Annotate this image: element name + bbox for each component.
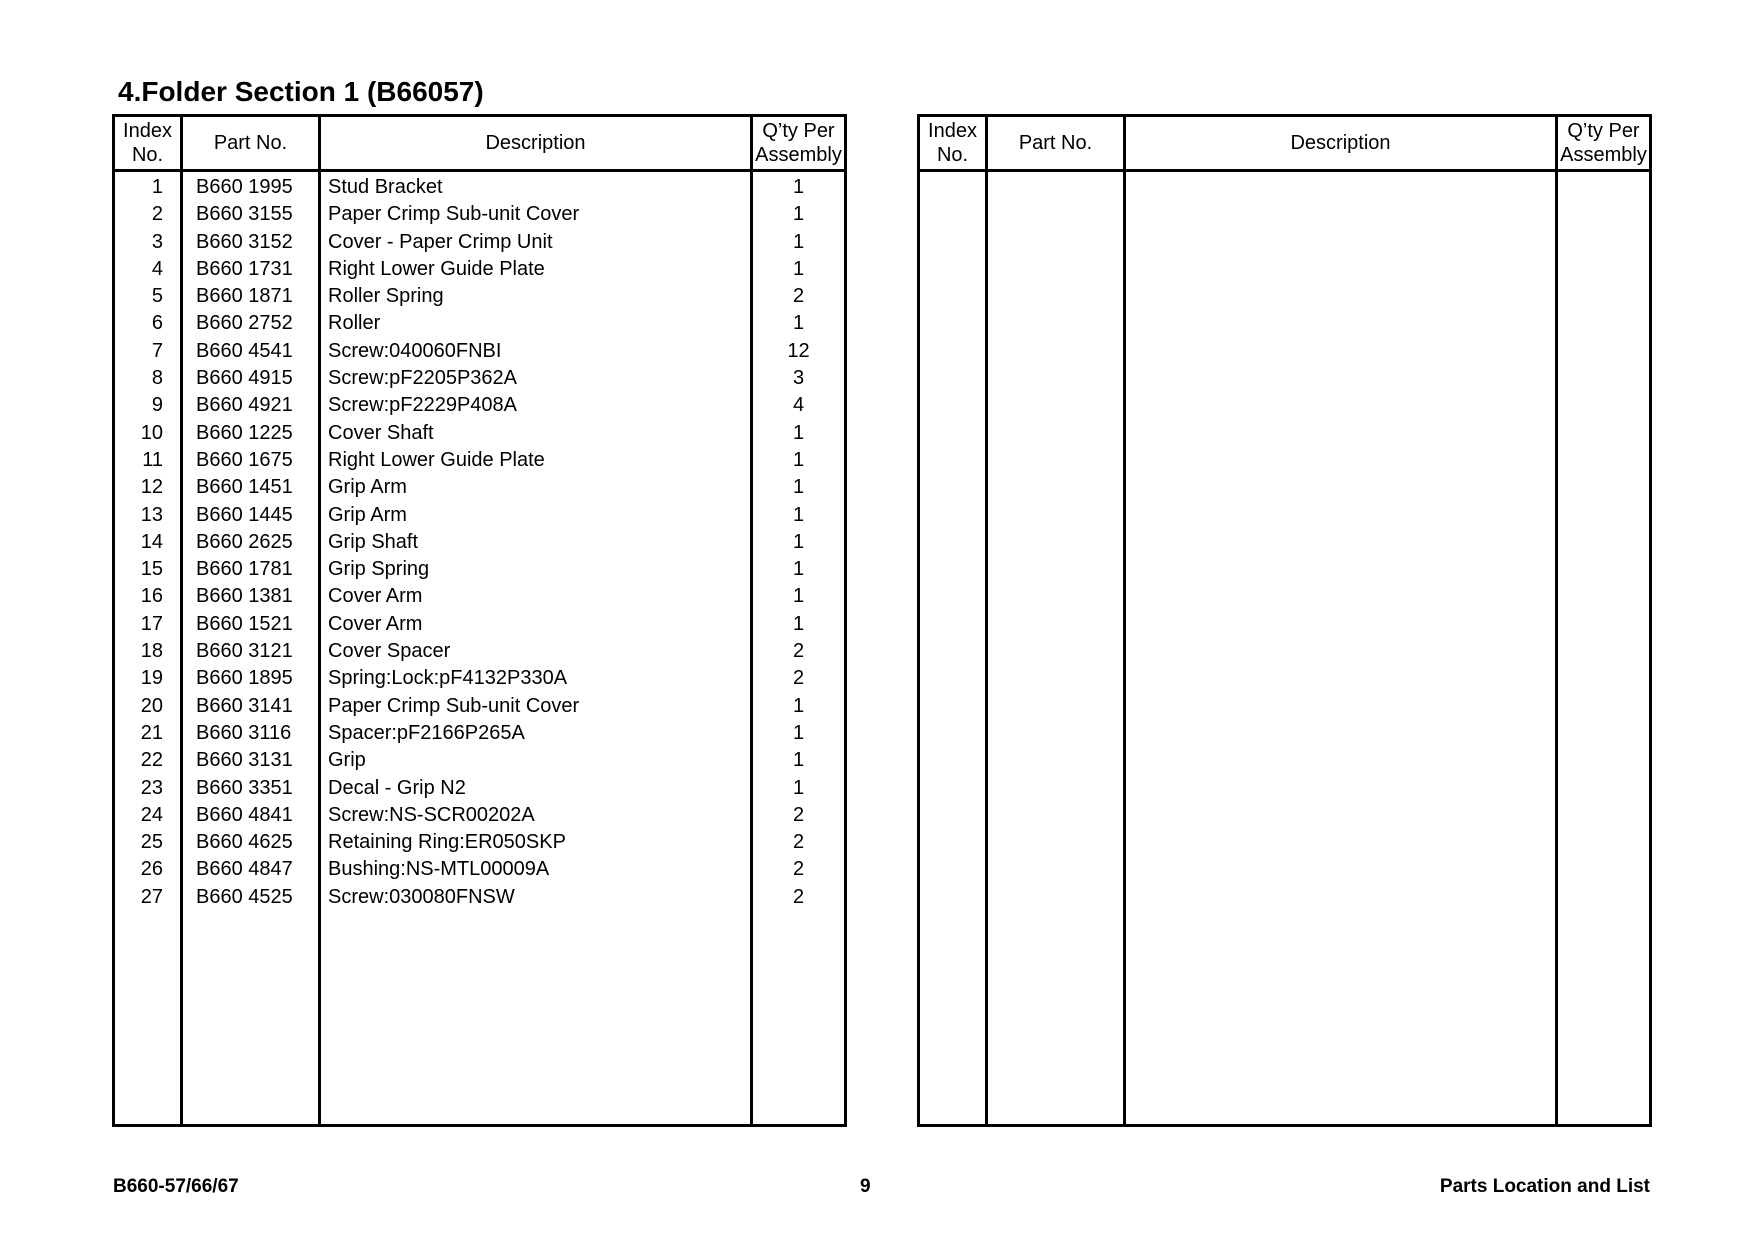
header-qty: Q’ty Per Assembly bbox=[1558, 117, 1649, 172]
row-part-no: B660 1731 bbox=[196, 257, 293, 280]
row-part-no: B660 4847 bbox=[196, 858, 293, 881]
row-part-no: B660 4525 bbox=[196, 885, 293, 908]
column-description-empty bbox=[1126, 172, 1558, 1124]
row-description: Cover - Paper Crimp Unit bbox=[328, 230, 553, 253]
header-part-no: Part No. bbox=[988, 117, 1126, 172]
row-description: Cover Arm bbox=[328, 585, 423, 608]
row-part-no: B660 4915 bbox=[196, 367, 293, 390]
row-part-no: B660 1381 bbox=[196, 585, 293, 608]
row-part-no: B660 3155 bbox=[196, 203, 293, 226]
row-description: Screw:pF2205P362A bbox=[328, 367, 518, 390]
row-description: Bushing:NS-MTL00009A bbox=[328, 858, 550, 881]
row-index: 8 bbox=[151, 367, 163, 390]
row-qty: 2 bbox=[792, 831, 805, 854]
row-qty: 1 bbox=[792, 612, 805, 635]
parts-table-left bbox=[112, 114, 847, 1127]
column-qty bbox=[753, 172, 844, 1124]
row-qty: 1 bbox=[792, 312, 805, 335]
row-index: 20 bbox=[140, 694, 163, 717]
footer-model: B660-57/66/67 bbox=[113, 1176, 239, 1197]
row-description: Screw:030080FNSW bbox=[328, 885, 515, 908]
row-index: 1 bbox=[151, 176, 163, 198]
footer-page-number: 9 bbox=[860, 1176, 871, 1197]
row-index: 12 bbox=[140, 476, 163, 499]
header-index: Index No. bbox=[115, 117, 183, 172]
row-description: Screw:pF2229P408A bbox=[328, 394, 518, 417]
row-qty: 1 bbox=[792, 257, 805, 280]
row-index: 25 bbox=[140, 831, 163, 854]
row-qty: 3 bbox=[792, 367, 805, 390]
row-index: 24 bbox=[140, 803, 163, 826]
row-index: 18 bbox=[140, 640, 163, 663]
column-qty-empty bbox=[1558, 172, 1649, 1124]
row-description: Spacer:pF2166P265A bbox=[328, 721, 525, 744]
row-qty: 1 bbox=[792, 230, 805, 253]
row-part-no: B660 4921 bbox=[196, 394, 293, 417]
row-part-no: B660 3152 bbox=[196, 230, 293, 253]
row-qty: 2 bbox=[792, 858, 805, 881]
row-part-no: B660 3121 bbox=[196, 640, 293, 663]
row-index: 9 bbox=[151, 394, 163, 417]
row-description: Roller bbox=[328, 312, 381, 335]
header-description: Description bbox=[1126, 117, 1558, 172]
row-qty: 4 bbox=[792, 394, 805, 417]
row-description: Screw:040060FNBI bbox=[328, 339, 502, 362]
row-description: Stud Bracket bbox=[328, 176, 443, 198]
row-description: Grip Arm bbox=[328, 503, 407, 526]
row-qty: 2 bbox=[792, 640, 805, 663]
row-qty: 2 bbox=[792, 667, 805, 690]
header-index: Index No. bbox=[920, 117, 988, 172]
row-index: 22 bbox=[140, 749, 163, 772]
parts-table-right bbox=[917, 114, 1652, 1127]
row-part-no: B660 2752 bbox=[196, 312, 293, 335]
header-qty: Q’ty Per Assembly bbox=[753, 117, 844, 172]
row-index: 10 bbox=[140, 421, 163, 444]
row-qty: 1 bbox=[792, 749, 805, 772]
row-index: 14 bbox=[140, 530, 163, 553]
row-description: Screw:NS-SCR00202A bbox=[328, 803, 535, 826]
row-qty: 1 bbox=[792, 476, 805, 499]
page-title: 4.Folder Section 1 (B66057) bbox=[118, 76, 484, 107]
row-qty: 1 bbox=[792, 558, 805, 581]
row-index: 16 bbox=[140, 585, 163, 608]
row-qty: 2 bbox=[792, 803, 805, 826]
row-part-no: B660 2625 bbox=[196, 530, 293, 553]
row-qty: 1 bbox=[792, 421, 805, 444]
row-index: 19 bbox=[140, 667, 163, 690]
row-part-no: B660 1781 bbox=[196, 558, 293, 581]
header-part-no: Part No. bbox=[183, 117, 321, 172]
row-qty: 1 bbox=[792, 503, 805, 526]
row-index: 7 bbox=[151, 339, 163, 362]
row-index: 26 bbox=[140, 858, 163, 881]
row-description: Spring:Lock:pF4132P330A bbox=[328, 667, 568, 690]
row-index: 13 bbox=[140, 503, 163, 526]
column-part-no bbox=[183, 172, 321, 1124]
row-index: 15 bbox=[140, 558, 163, 581]
row-part-no: B660 3141 bbox=[196, 694, 293, 717]
row-index: 23 bbox=[140, 776, 163, 799]
row-index: 17 bbox=[140, 612, 163, 635]
row-index: 27 bbox=[140, 885, 163, 908]
row-index: 3 bbox=[151, 230, 163, 253]
row-part-no: B660 1521 bbox=[196, 612, 293, 635]
row-description: Roller Spring bbox=[328, 285, 444, 308]
row-part-no: B660 1675 bbox=[196, 448, 293, 471]
row-description: Retaining Ring:ER050SKP bbox=[328, 831, 566, 854]
row-part-no: B660 1871 bbox=[196, 285, 293, 308]
row-part-no: B660 3116 bbox=[196, 721, 292, 744]
row-index: 11 bbox=[142, 448, 163, 471]
row-part-no: B660 3351 bbox=[196, 776, 293, 799]
row-description: Grip Arm bbox=[328, 476, 407, 499]
row-description: Paper Crimp Sub-unit Cover bbox=[328, 694, 580, 717]
row-description: Right Lower Guide Plate bbox=[328, 257, 545, 280]
row-qty: 1 bbox=[792, 176, 805, 198]
footer-section-name: Parts Location and List bbox=[1439, 1176, 1650, 1197]
row-part-no: B660 1445 bbox=[196, 503, 293, 526]
row-part-no: B660 1895 bbox=[196, 667, 293, 690]
row-part-no: B660 1995 bbox=[196, 176, 293, 198]
row-index: 21 bbox=[140, 721, 163, 744]
column-index-empty bbox=[920, 172, 988, 1124]
row-part-no: B660 4841 bbox=[196, 803, 293, 826]
row-qty: 12 bbox=[787, 339, 810, 362]
row-qty: 1 bbox=[792, 694, 805, 717]
row-qty: 1 bbox=[792, 776, 805, 799]
row-index: 2 bbox=[151, 203, 163, 226]
row-qty: 2 bbox=[792, 285, 805, 308]
column-description bbox=[321, 172, 753, 1124]
row-description: Cover Arm bbox=[328, 612, 423, 635]
row-description: Paper Crimp Sub-unit Cover bbox=[328, 203, 580, 226]
column-index bbox=[115, 172, 183, 1124]
row-qty: 1 bbox=[792, 448, 805, 471]
row-index: 5 bbox=[151, 285, 163, 308]
row-description: Grip bbox=[328, 749, 366, 772]
row-qty: 1 bbox=[792, 530, 805, 553]
row-qty: 1 bbox=[792, 203, 805, 226]
row-qty: 2 bbox=[792, 885, 805, 908]
header-description: Description bbox=[321, 117, 753, 172]
row-description: Decal - Grip N2 bbox=[328, 776, 466, 799]
column-part-no-empty bbox=[988, 172, 1126, 1124]
row-qty: 1 bbox=[792, 585, 805, 608]
row-index: 4 bbox=[151, 257, 163, 280]
row-part-no: B660 4625 bbox=[196, 831, 293, 854]
row-part-no: B660 1225 bbox=[196, 421, 293, 444]
row-part-no: B660 3131 bbox=[196, 749, 293, 772]
row-description: Cover Spacer bbox=[328, 640, 451, 663]
row-part-no: B660 4541 bbox=[196, 339, 293, 362]
row-description: Cover Shaft bbox=[328, 421, 434, 444]
row-description: Right Lower Guide Plate bbox=[328, 448, 545, 471]
row-qty: 1 bbox=[792, 721, 805, 744]
row-part-no: B660 1451 bbox=[196, 476, 293, 499]
row-index: 6 bbox=[151, 312, 163, 335]
row-description: Grip Spring bbox=[328, 558, 430, 581]
row-description: Grip Shaft bbox=[328, 530, 419, 553]
